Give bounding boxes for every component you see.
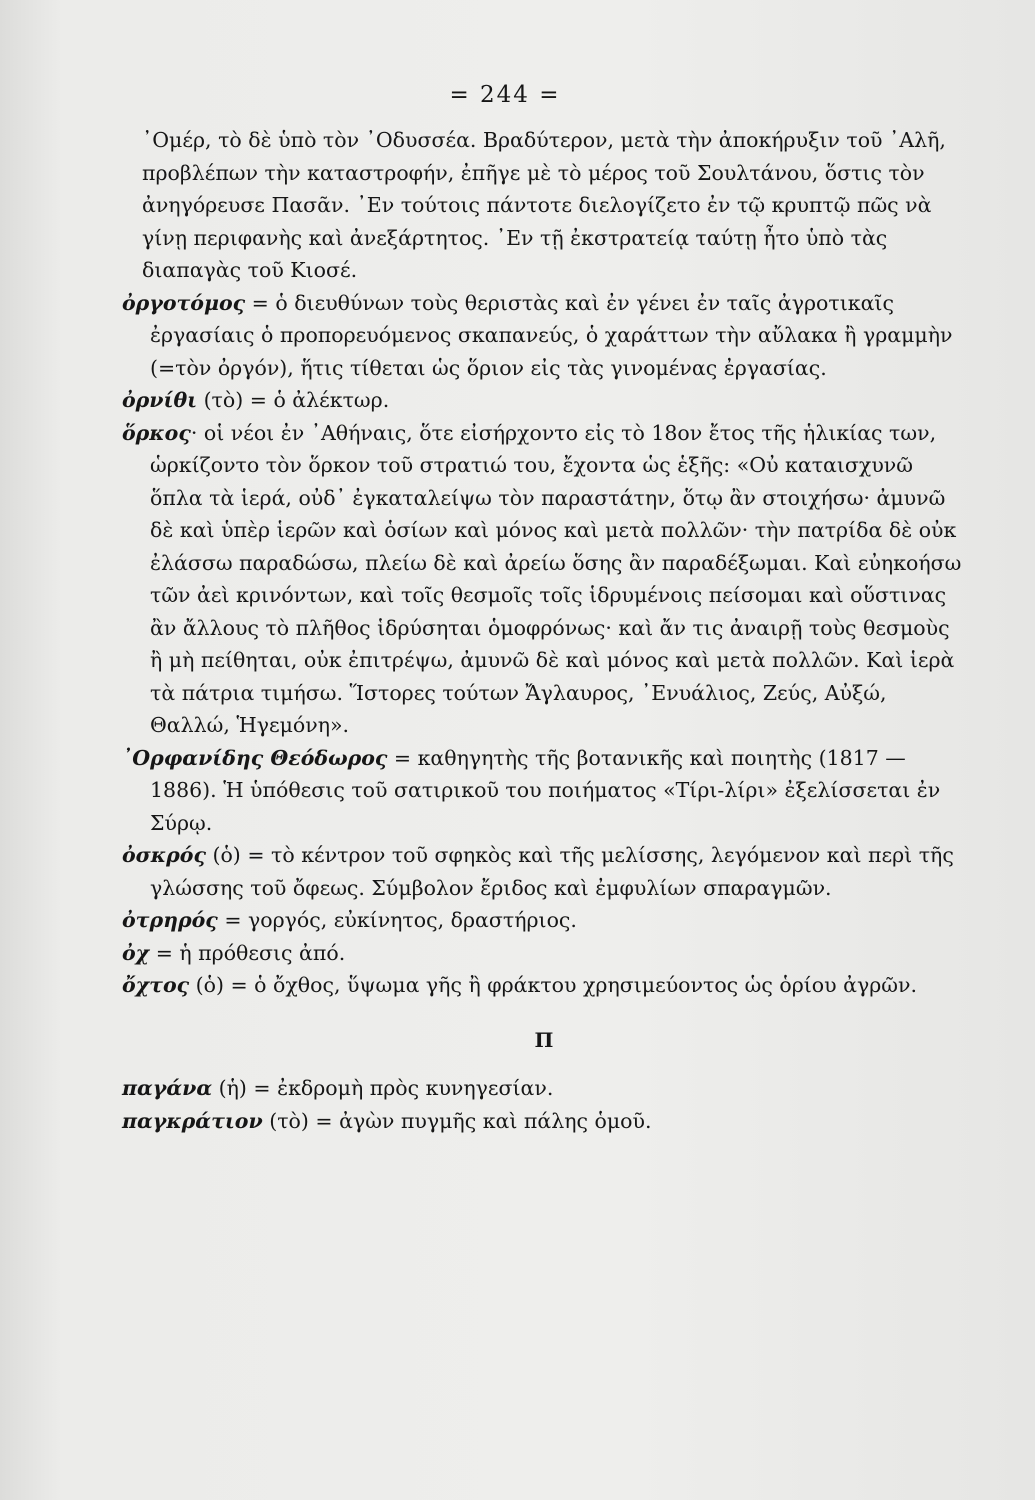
- entry-term: ὀρνίθι: [122, 388, 198, 412]
- entry-term: ὀσκρός: [122, 843, 206, 867]
- entry-definition: = ὁ διευθύνων τοὺς θεριστὰς καὶ ἐν γένει ἐν ταῖς ἀγροτικαῖς ἐργασίαις ὁ προπορευόμενος σκαπανεύς, ὁ χαράττων τὴν αὔλακα ἢ γραμμὴν (=τὸν ὀργόν), ἥτις τίθεται ὡς ὅριον εἰς τὰς γινομένας ἐργασίας.: [150, 290, 953, 380]
- entry-term: ὅρκος: [122, 420, 191, 445]
- entry-ornithi: [122, 384, 967, 417]
- entry-definition: = ἡ πρόθεσις ἀπό.: [149, 940, 346, 965]
- entry-definition: (ἡ) = ἐκδρομὴ πρὸς κυνηγεσίαν.: [212, 1076, 554, 1100]
- section-letter-heading: Π: [534, 1027, 555, 1052]
- entry-definition: = καθηγητὴς τῆς βοτανικῆς καὶ ποιητὴς (1817 — 1886). Ἡ ὑπόθεσις τοῦ σατιρικοῦ του ποιήματος «Τίρι-λίρι» ἐξελίσσεται ἐν Σύρῳ.: [150, 745, 941, 835]
- entry-term: ὀχ: [122, 940, 150, 965]
- entry-orfanidis: [122, 742, 967, 840]
- entry-definition: (τὸ) = ὁ ἀλέκτωρ.: [197, 388, 390, 412]
- entry-orkos: [122, 417, 967, 742]
- entry-term: ὀργοτόμος: [122, 290, 246, 315]
- entry-term: παγάνα: [122, 1076, 213, 1100]
- page-number: = 244 =: [449, 82, 561, 108]
- entry-och: [122, 937, 967, 970]
- continuation-paragraph: ᾿Ομέρ, τὸ δὲ ὑπὸ τὸν ᾿Οδυσσέα. Βραδύτερον, μετὰ τὴν ἀποκήρυξιν τοῦ ᾿Αλῆ, προβλέπων τὴν καταστροφήν, ἐπῆγε μὲ τὸ μέρος τοῦ Σουλτάνου, ὅστις τὸν ἀνηγόρευσε Πασᾶν. ᾿Εν τούτοις πάντοτε διελογίζετο ἐν τῷ κρυπτῷ πῶς νὰ γίνῃ περιφανὴς καὶ ἀνεξάρτητος. ᾿Εν τῇ ἐκστρατείᾳ ταύτῃ ἦτο ὑπὸ τὰς διαπαγὰς τοῦ Κιοσέ.: [142, 128, 946, 282]
- entry-term: παγκράτιον: [122, 1108, 263, 1133]
- entry-definition: (τὸ) = ἀγὼν πυγμῆς καὶ πάλης ὁμοῦ.: [262, 1108, 652, 1133]
- entry-pagana: [122, 1072, 967, 1105]
- entry-definition: (ὁ) = τὸ κέντρον τοῦ σφηκὸς καὶ τῆς μελίσσης, λεγόμενον καὶ περὶ τῆς γλώσσης τοῦ ὄφεως. Σύμβολον ἔριδος καὶ ἐμφυλίων σπαραγμῶν.: [150, 843, 954, 900]
- entry-oskros: [122, 839, 967, 904]
- entry-term: ὀτρηρός: [122, 908, 218, 932]
- entry-term: ᾿Ορφανίδης Θεόδωρος: [122, 745, 388, 770]
- entry-orgotomos: [122, 287, 967, 385]
- entry-definition: · οἱ νέοι ἐν ᾿Αθήναις, ὅτε εἰσήρχοντο εἰς τὸ 18ον ἔτος τῆς ἡλικίας των, ὡρκίζοντο τὸν ὅρκον τοῦ στρατιώ του, ἔχοντα ὡς ἑξῆς: «Οὐ καταισχυνῶ ὅπλα τὰ ἱερά, οὐδ᾿ ἐγκαταλείψω τὸν παραστάτην, ὅτῳ ἂν στοιχήσω· ἀμυνῶ δὲ καὶ ὑπὲρ ἱερῶν καὶ ὁσίων καὶ μόνος καὶ μετὰ πολλῶν· τὴν πατρίδα δὲ οὐκ ἐλάσσω παραδώσω, πλείω δὲ καὶ ἀρείω ὅσης ἂν παραδέξωμαι. Καὶ εὐηκοήσω τῶν ἀεὶ κρινόντων, καὶ τοῖς θεσμοῖς τοῖς ἱδρυμένοις πείσομαι καὶ οὕστινας ἂν ἄλλους τὸ πλῆθος ἱδρύσηται ὁμοφρόνως· καὶ ἄν τις ἀναιρῇ τοὺς θεσμοὺς ἢ μὴ πείθηται, οὐκ ἐπιτρέψω, ἀμυνῶ δὲ καὶ μόνος καὶ μετὰ πολλῶν. Καὶ ἱερὰ τὰ πάτρια τιμήσω. Ἵστορες τούτων Ἄγλαυρος, ᾿Ενυάλιος, Ζεύς, Αὐξώ, Θαλλώ, Ἡγεμόνη».: [150, 420, 962, 737]
- entry-definition: (ὁ) = ὁ ὄχθος, ὕψωμα γῆς ἢ φράκτου χρησιμεύοντος ὡς ὁρίου ἀγρῶν.: [189, 973, 917, 997]
- entry-otriros: [122, 904, 967, 937]
- entry-pagkration: [122, 1105, 967, 1138]
- entry-ochtos: [122, 969, 967, 1002]
- text-block: [122, 124, 967, 1137]
- entry-definition: = γοργός, εὐκίνητος, δραστήριος.: [217, 908, 577, 932]
- entry-term: ὄχτος: [122, 973, 190, 997]
